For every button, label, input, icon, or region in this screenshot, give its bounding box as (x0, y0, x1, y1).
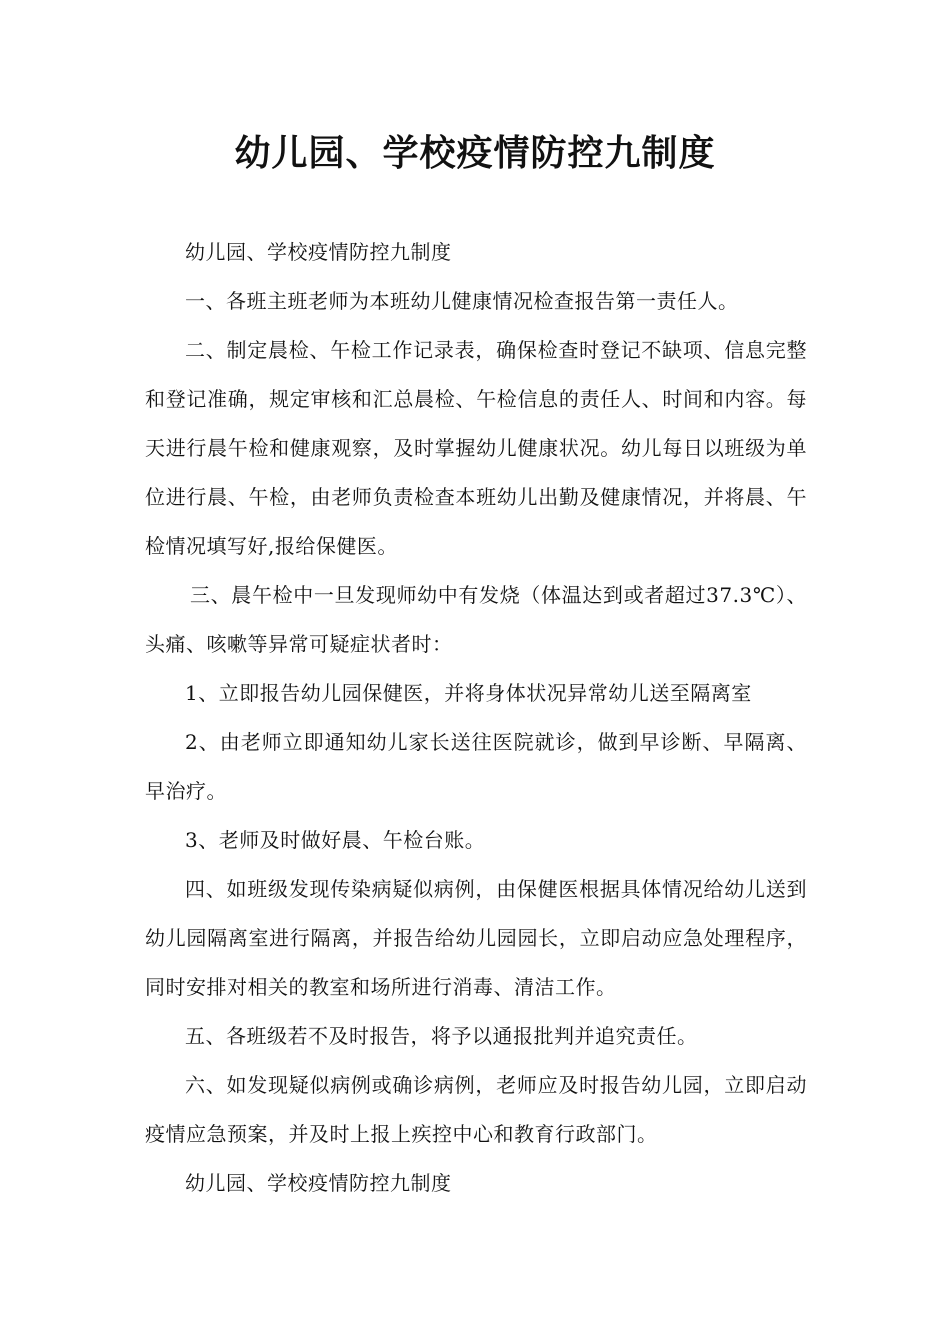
paragraph-rule-2: 二、制定晨检、午检工作记录表，确保检查时登记不缺项、信息完整和登记准确，规定审核和汇总晨检、午检信息的责任人、时间和内容。每天进行晨午检和健康观察，及时掌握幼儿健康状况。幼儿每日以班级为单位进行晨、午检，由老师负责检查本班幼儿出勤及健康情况，并将晨、午检情况填写好,报给保健医。 (145, 338, 807, 558)
document-title: 幼儿园、学校疫情防控九制度 (234, 133, 716, 174)
paragraph-rule-3: 三、晨午检中一旦发现师幼中有发烧（体温达到或者超过37.3℃）、头痛、咳嗽等异常可疑症状者时： (145, 583, 807, 656)
document-body (145, 228, 807, 1208)
paragraph-subtitle: 幼儿园、学校疫情防控九制度 (185, 240, 452, 264)
paragraph-rule-4: 四、如班级发现传染病疑似病例，由保健医根据具体情况给幼儿送到幼儿园隔离室进行隔离，并报告给幼儿园园长，立即启动应急处理程序，同时安排对相关的教室和场所进行消毒、清洁工作。 (145, 877, 807, 999)
paragraph-footer-title: 幼儿园、学校疫情防控九制度 (185, 1171, 452, 1195)
paragraph-rule-6: 六、如发现疑似病例或确诊病例，老师应及时报告幼儿园，立即启动疫情应急预案，并及时上报上疾控中心和教育行政部门。 (145, 1073, 807, 1146)
paragraph-rule-1: 一、各班主班老师为本班幼儿健康情况检查报告第一责任人。 (185, 289, 739, 313)
paragraph-rule-3-item-3: 3、老师及时做好晨、午检台账。 (185, 828, 486, 852)
paragraph-rule-5: 五、各班级若不及时报告，将予以通报批判并追究责任。 (185, 1024, 698, 1048)
paragraph-rule-3-item-2: 2、由老师立即通知幼儿家长送往医院就诊，做到早诊断、早隔离、早治疗。 (145, 730, 807, 803)
paragraph-rule-3-item-1: 1、立即报告幼儿园保健医，并将身体状况异常幼儿送至隔离室 (185, 681, 752, 705)
